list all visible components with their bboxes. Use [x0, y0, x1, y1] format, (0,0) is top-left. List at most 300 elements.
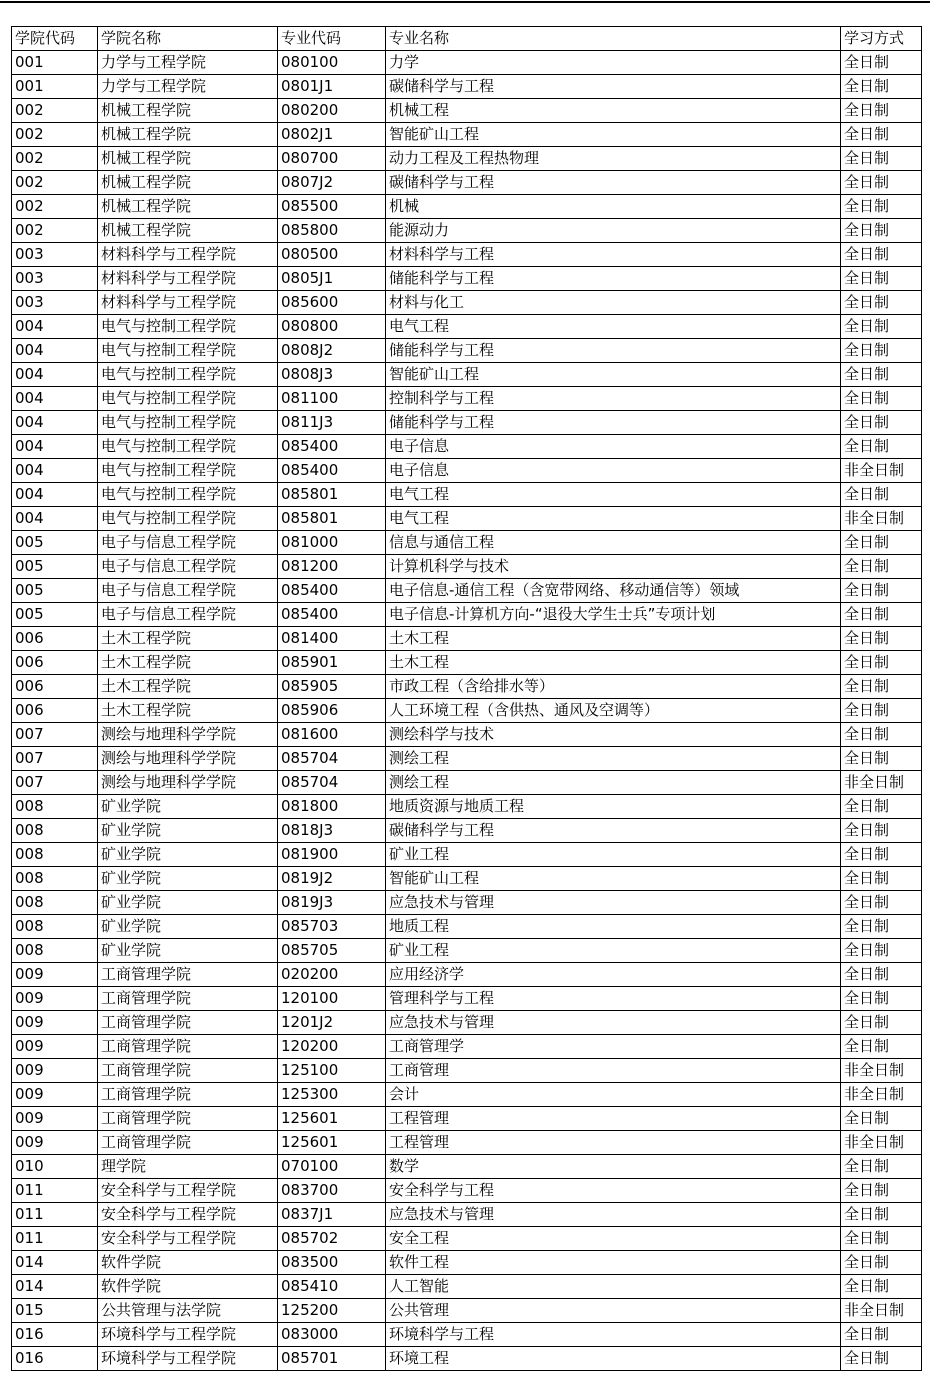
- college-code-cell: 011: [12, 1203, 98, 1227]
- college-code-cell: 003: [12, 243, 98, 267]
- major-name-cell: 环境科学与工程: [386, 1323, 841, 1347]
- college-name-cell: 公共管理与法学院: [98, 1299, 278, 1323]
- college-code-cell: 004: [12, 363, 98, 387]
- college-name-cell: 土木工程学院: [98, 675, 278, 699]
- college-code-cell: 014: [12, 1275, 98, 1299]
- college-code-cell: 005: [12, 555, 98, 579]
- study-mode-cell: 全日制: [841, 795, 922, 819]
- major-name-cell: 环境工程: [386, 1347, 841, 1371]
- table-row: [12, 723, 922, 747]
- college-code-cell: 004: [12, 435, 98, 459]
- major-code-cell: 085500: [278, 195, 386, 219]
- college-name-cell: 电气与控制工程学院: [98, 435, 278, 459]
- college-code-cell: 007: [12, 747, 98, 771]
- college-code-cell: 004: [12, 459, 98, 483]
- study-mode-cell: 全日制: [841, 51, 922, 75]
- major-name-cell: 储能科学与工程: [386, 339, 841, 363]
- college-code-cell: 008: [12, 843, 98, 867]
- study-mode-cell: 全日制: [841, 387, 922, 411]
- major-code-cell: 085906: [278, 699, 386, 723]
- college-name-cell: 材料科学与工程学院: [98, 291, 278, 315]
- table-row: [12, 651, 922, 675]
- major-code-cell: 1201J2: [278, 1011, 386, 1035]
- college-name-cell: 电气与控制工程学院: [98, 411, 278, 435]
- college-name-cell: 工商管理学院: [98, 987, 278, 1011]
- college-code-cell: 004: [12, 483, 98, 507]
- major-name-cell: 工商管理学: [386, 1035, 841, 1059]
- major-name-cell: 电气工程: [386, 483, 841, 507]
- college-code-cell: 009: [12, 1131, 98, 1155]
- study-mode-cell: 非全日制: [841, 1299, 922, 1323]
- college-code-cell: 004: [12, 411, 98, 435]
- college-name-cell: 工商管理学院: [98, 1107, 278, 1131]
- table-row: [12, 99, 922, 123]
- college-name-cell: 矿业学院: [98, 915, 278, 939]
- college-code-cell: 004: [12, 315, 98, 339]
- table-row: [12, 1107, 922, 1131]
- major-code-cell: 125601: [278, 1107, 386, 1131]
- college-code-cell: 008: [12, 867, 98, 891]
- major-name-cell: 智能矿山工程: [386, 363, 841, 387]
- major-name-cell: 测绘科学与技术: [386, 723, 841, 747]
- table-row: [12, 555, 922, 579]
- study-mode-cell: 全日制: [841, 219, 922, 243]
- study-mode-cell: 非全日制: [841, 507, 922, 531]
- college-code-cell: 002: [12, 171, 98, 195]
- major-code-cell: 080700: [278, 147, 386, 171]
- major-name-cell: 碳储科学与工程: [386, 819, 841, 843]
- major-code-cell: 085801: [278, 507, 386, 531]
- college-code-cell: 008: [12, 891, 98, 915]
- college-name-cell: 矿业学院: [98, 795, 278, 819]
- table-row: [12, 171, 922, 195]
- college-name-cell: 测绘与地理科学学院: [98, 747, 278, 771]
- study-mode-cell: 全日制: [841, 1011, 922, 1035]
- major-code-cell: 083000: [278, 1323, 386, 1347]
- major-code-cell: 081800: [278, 795, 386, 819]
- study-mode-cell: 全日制: [841, 1227, 922, 1251]
- major-name-cell: 测绘工程: [386, 747, 841, 771]
- table-row: [12, 507, 922, 531]
- college-code-cell: 014: [12, 1251, 98, 1275]
- major-code-cell: 085905: [278, 675, 386, 699]
- college-code-cell: 005: [12, 579, 98, 603]
- major-name-cell: 矿业工程: [386, 939, 841, 963]
- major-name-cell: 动力工程及工程热物理: [386, 147, 841, 171]
- college-code-cell: 002: [12, 195, 98, 219]
- college-name-cell: 安全科学与工程学院: [98, 1179, 278, 1203]
- major-name-cell: 公共管理: [386, 1299, 841, 1323]
- header-major-name: 专业名称: [386, 27, 841, 51]
- college-name-cell: 软件学院: [98, 1275, 278, 1299]
- study-mode-cell: 全日制: [841, 339, 922, 363]
- college-name-cell: 电气与控制工程学院: [98, 363, 278, 387]
- major-code-cell: 085901: [278, 651, 386, 675]
- major-name-cell: 工程管理: [386, 1107, 841, 1131]
- study-mode-cell: 全日制: [841, 651, 922, 675]
- college-code-cell: 008: [12, 795, 98, 819]
- table-row: [12, 891, 922, 915]
- college-code-cell: 001: [12, 75, 98, 99]
- study-mode-cell: 全日制: [841, 1035, 922, 1059]
- study-mode-cell: 全日制: [841, 435, 922, 459]
- major-code-cell: 070100: [278, 1155, 386, 1179]
- college-code-cell: 006: [12, 675, 98, 699]
- major-name-cell: 电气工程: [386, 315, 841, 339]
- college-code-cell: 007: [12, 771, 98, 795]
- table-row: [12, 1299, 922, 1323]
- college-name-cell: 电气与控制工程学院: [98, 459, 278, 483]
- study-mode-cell: 全日制: [841, 747, 922, 771]
- study-mode-cell: 全日制: [841, 315, 922, 339]
- college-name-cell: 矿业学院: [98, 819, 278, 843]
- major-name-cell: 电子信息: [386, 435, 841, 459]
- college-name-cell: 理学院: [98, 1155, 278, 1179]
- major-name-cell: 储能科学与工程: [386, 411, 841, 435]
- college-name-cell: 电气与控制工程学院: [98, 483, 278, 507]
- table-row: [12, 843, 922, 867]
- major-name-cell: 会计: [386, 1083, 841, 1107]
- major-code-cell: 081000: [278, 531, 386, 555]
- table-row: [12, 867, 922, 891]
- major-name-cell: 电子信息: [386, 459, 841, 483]
- college-name-cell: 矿业学院: [98, 939, 278, 963]
- college-code-cell: 009: [12, 1035, 98, 1059]
- table-row: [12, 291, 922, 315]
- study-mode-cell: 非全日制: [841, 459, 922, 483]
- study-mode-cell: 全日制: [841, 1155, 922, 1179]
- major-code-cell: 081900: [278, 843, 386, 867]
- study-mode-cell: 全日制: [841, 291, 922, 315]
- program-table: [11, 26, 922, 1371]
- college-name-cell: 电子与信息工程学院: [98, 555, 278, 579]
- major-name-cell: 控制科学与工程: [386, 387, 841, 411]
- major-code-cell: 0808J3: [278, 363, 386, 387]
- study-mode-cell: 非全日制: [841, 1131, 922, 1155]
- study-mode-cell: 非全日制: [841, 1059, 922, 1083]
- major-name-cell: 能源动力: [386, 219, 841, 243]
- college-code-cell: 008: [12, 939, 98, 963]
- header-college-code: 学院代码: [12, 27, 98, 51]
- college-name-cell: 电气与控制工程学院: [98, 315, 278, 339]
- college-code-cell: 015: [12, 1299, 98, 1323]
- study-mode-cell: 全日制: [841, 867, 922, 891]
- major-code-cell: 081600: [278, 723, 386, 747]
- study-mode-cell: 全日制: [841, 1347, 922, 1371]
- major-code-cell: 085400: [278, 579, 386, 603]
- study-mode-cell: 全日制: [841, 267, 922, 291]
- college-code-cell: 002: [12, 123, 98, 147]
- study-mode-cell: 全日制: [841, 1251, 922, 1275]
- major-name-cell: 测绘工程: [386, 771, 841, 795]
- college-code-cell: 003: [12, 267, 98, 291]
- study-mode-cell: 全日制: [841, 411, 922, 435]
- major-code-cell: 0811J3: [278, 411, 386, 435]
- major-name-cell: 信息与通信工程: [386, 531, 841, 555]
- study-mode-cell: 全日制: [841, 1323, 922, 1347]
- college-code-cell: 009: [12, 1011, 98, 1035]
- college-name-cell: 机械工程学院: [98, 147, 278, 171]
- table-row: [12, 51, 922, 75]
- table-row: [12, 747, 922, 771]
- major-name-cell: 应急技术与管理: [386, 1203, 841, 1227]
- study-mode-cell: 全日制: [841, 963, 922, 987]
- major-name-cell: 矿业工程: [386, 843, 841, 867]
- college-code-cell: 008: [12, 819, 98, 843]
- table-row: [12, 963, 922, 987]
- table-row: [12, 1323, 922, 1347]
- table-row: [12, 411, 922, 435]
- college-code-cell: 009: [12, 987, 98, 1011]
- major-name-cell: 力学: [386, 51, 841, 75]
- college-name-cell: 工商管理学院: [98, 1059, 278, 1083]
- table-row: [12, 435, 922, 459]
- major-name-cell: 储能科学与工程: [386, 267, 841, 291]
- major-name-cell: 碳储科学与工程: [386, 75, 841, 99]
- major-code-cell: 085801: [278, 483, 386, 507]
- table-row: [12, 603, 922, 627]
- major-code-cell: 0819J3: [278, 891, 386, 915]
- major-code-cell: 120200: [278, 1035, 386, 1059]
- college-code-cell: 003: [12, 291, 98, 315]
- college-name-cell: 安全科学与工程学院: [98, 1203, 278, 1227]
- college-name-cell: 环境科学与工程学院: [98, 1323, 278, 1347]
- header-study-mode: 学习方式: [841, 27, 922, 51]
- major-name-cell: 应用经济学: [386, 963, 841, 987]
- study-mode-cell: 全日制: [841, 363, 922, 387]
- study-mode-cell: 全日制: [841, 723, 922, 747]
- major-code-cell: 125300: [278, 1083, 386, 1107]
- study-mode-cell: 全日制: [841, 1179, 922, 1203]
- college-code-cell: 006: [12, 627, 98, 651]
- table-row: [12, 1203, 922, 1227]
- major-name-cell: 材料与化工: [386, 291, 841, 315]
- major-name-cell: 工商管理: [386, 1059, 841, 1083]
- table-row: [12, 363, 922, 387]
- major-code-cell: 125601: [278, 1131, 386, 1155]
- table-row: [12, 771, 922, 795]
- study-mode-cell: 全日制: [841, 675, 922, 699]
- college-name-cell: 电气与控制工程学院: [98, 387, 278, 411]
- college-name-cell: 安全科学与工程学院: [98, 1227, 278, 1251]
- table-row: [12, 315, 922, 339]
- table-row: [12, 579, 922, 603]
- college-name-cell: 机械工程学院: [98, 123, 278, 147]
- major-name-cell: 数学: [386, 1155, 841, 1179]
- table-row: [12, 1155, 922, 1179]
- major-name-cell: 智能矿山工程: [386, 867, 841, 891]
- major-name-cell: 应急技术与管理: [386, 891, 841, 915]
- major-name-cell: 电气工程: [386, 507, 841, 531]
- study-mode-cell: 全日制: [841, 915, 922, 939]
- college-name-cell: 工商管理学院: [98, 1011, 278, 1035]
- college-name-cell: 机械工程学院: [98, 195, 278, 219]
- table-row: [12, 939, 922, 963]
- major-code-cell: 085410: [278, 1275, 386, 1299]
- major-name-cell: 软件工程: [386, 1251, 841, 1275]
- major-code-cell: 085400: [278, 603, 386, 627]
- study-mode-cell: 全日制: [841, 99, 922, 123]
- study-mode-cell: 非全日制: [841, 771, 922, 795]
- study-mode-cell: 全日制: [841, 555, 922, 579]
- header-major-code: 专业代码: [278, 27, 386, 51]
- major-code-cell: 083500: [278, 1251, 386, 1275]
- college-name-cell: 工商管理学院: [98, 963, 278, 987]
- college-name-cell: 电子与信息工程学院: [98, 579, 278, 603]
- table-row: [12, 1179, 922, 1203]
- major-code-cell: 0818J3: [278, 819, 386, 843]
- top-divider-line: [0, 1, 930, 3]
- college-name-cell: 工商管理学院: [98, 1131, 278, 1155]
- major-code-cell: 085400: [278, 435, 386, 459]
- table-row: [12, 699, 922, 723]
- college-name-cell: 矿业学院: [98, 843, 278, 867]
- major-code-cell: 080500: [278, 243, 386, 267]
- study-mode-cell: 全日制: [841, 243, 922, 267]
- study-mode-cell: 全日制: [841, 939, 922, 963]
- table-row: [12, 1131, 922, 1155]
- major-code-cell: 081400: [278, 627, 386, 651]
- college-code-cell: 010: [12, 1155, 98, 1179]
- table-row: [12, 987, 922, 1011]
- college-name-cell: 材料科学与工程学院: [98, 267, 278, 291]
- college-code-cell: 001: [12, 51, 98, 75]
- college-code-cell: 011: [12, 1227, 98, 1251]
- major-code-cell: 085704: [278, 771, 386, 795]
- college-name-cell: 材料科学与工程学院: [98, 243, 278, 267]
- study-mode-cell: 全日制: [841, 819, 922, 843]
- table-row: [12, 627, 922, 651]
- major-name-cell: 工程管理: [386, 1131, 841, 1155]
- college-name-cell: 电气与控制工程学院: [98, 339, 278, 363]
- major-code-cell: 0837J1: [278, 1203, 386, 1227]
- table-row: [12, 1347, 922, 1371]
- college-name-cell: 电子与信息工程学院: [98, 531, 278, 555]
- college-code-cell: 007: [12, 723, 98, 747]
- table-row: [12, 1083, 922, 1107]
- table-row: [12, 675, 922, 699]
- college-code-cell: 005: [12, 603, 98, 627]
- major-code-cell: 081100: [278, 387, 386, 411]
- college-name-cell: 测绘与地理科学学院: [98, 723, 278, 747]
- study-mode-cell: 非全日制: [841, 1083, 922, 1107]
- major-code-cell: 085702: [278, 1227, 386, 1251]
- table-body: [12, 51, 922, 1371]
- table-row: [12, 915, 922, 939]
- table-header-row: [12, 27, 922, 51]
- major-name-cell: 地质资源与地质工程: [386, 795, 841, 819]
- table-row: [12, 339, 922, 363]
- college-name-cell: 土木工程学院: [98, 627, 278, 651]
- college-code-cell: 009: [12, 1083, 98, 1107]
- college-code-cell: 011: [12, 1179, 98, 1203]
- table-row: [12, 1011, 922, 1035]
- major-name-cell: 市政工程（含给排水等）: [386, 675, 841, 699]
- table-row: [12, 147, 922, 171]
- college-code-cell: 004: [12, 507, 98, 531]
- college-name-cell: 矿业学院: [98, 867, 278, 891]
- table-row: [12, 483, 922, 507]
- study-mode-cell: 全日制: [841, 579, 922, 603]
- major-name-cell: 材料科学与工程: [386, 243, 841, 267]
- major-name-cell: 碳储科学与工程: [386, 171, 841, 195]
- study-mode-cell: 全日制: [841, 483, 922, 507]
- study-mode-cell: 全日制: [841, 603, 922, 627]
- major-name-cell: 土木工程: [386, 651, 841, 675]
- major-code-cell: 085703: [278, 915, 386, 939]
- major-code-cell: 080100: [278, 51, 386, 75]
- college-name-cell: 力学与工程学院: [98, 75, 278, 99]
- major-code-cell: 085800: [278, 219, 386, 243]
- college-code-cell: 002: [12, 219, 98, 243]
- college-code-cell: 006: [12, 651, 98, 675]
- major-code-cell: 083700: [278, 1179, 386, 1203]
- college-name-cell: 测绘与地理科学学院: [98, 771, 278, 795]
- major-code-cell: 085701: [278, 1347, 386, 1371]
- header-college-name: 学院名称: [98, 27, 278, 51]
- college-code-cell: 004: [12, 387, 98, 411]
- study-mode-cell: 全日制: [841, 123, 922, 147]
- study-mode-cell: 全日制: [841, 171, 922, 195]
- major-name-cell: 智能矿山工程: [386, 123, 841, 147]
- table-row: [12, 123, 922, 147]
- major-code-cell: 0819J2: [278, 867, 386, 891]
- table-row: [12, 219, 922, 243]
- college-name-cell: 矿业学院: [98, 891, 278, 915]
- study-mode-cell: 全日制: [841, 891, 922, 915]
- major-code-cell: 080800: [278, 315, 386, 339]
- major-code-cell: 085600: [278, 291, 386, 315]
- major-code-cell: 0801J1: [278, 75, 386, 99]
- study-mode-cell: 全日制: [841, 627, 922, 651]
- major-code-cell: 0802J1: [278, 123, 386, 147]
- major-name-cell: 电子信息-计算机方向-“退役大学生士兵”专项计划: [386, 603, 841, 627]
- table-row: [12, 531, 922, 555]
- table-row: [12, 795, 922, 819]
- table-row: [12, 387, 922, 411]
- college-name-cell: 土木工程学院: [98, 699, 278, 723]
- table-row: [12, 1035, 922, 1059]
- table-row: [12, 243, 922, 267]
- college-code-cell: 002: [12, 147, 98, 171]
- college-code-cell: 016: [12, 1323, 98, 1347]
- major-name-cell: 安全工程: [386, 1227, 841, 1251]
- table-row: [12, 459, 922, 483]
- major-code-cell: 120100: [278, 987, 386, 1011]
- major-code-cell: 125100: [278, 1059, 386, 1083]
- college-name-cell: 机械工程学院: [98, 171, 278, 195]
- table-row: [12, 1059, 922, 1083]
- college-code-cell: 004: [12, 339, 98, 363]
- major-name-cell: 电子信息-通信工程（含宽带网络、移动通信等）领域: [386, 579, 841, 603]
- study-mode-cell: 全日制: [841, 531, 922, 555]
- study-mode-cell: 全日制: [841, 147, 922, 171]
- major-name-cell: 安全科学与工程: [386, 1179, 841, 1203]
- major-name-cell: 机械: [386, 195, 841, 219]
- college-code-cell: 006: [12, 699, 98, 723]
- major-code-cell: 081200: [278, 555, 386, 579]
- table-row: [12, 195, 922, 219]
- major-code-cell: 020200: [278, 963, 386, 987]
- college-name-cell: 机械工程学院: [98, 99, 278, 123]
- study-mode-cell: 全日制: [841, 1203, 922, 1227]
- major-name-cell: 人工智能: [386, 1275, 841, 1299]
- college-name-cell: 工商管理学院: [98, 1083, 278, 1107]
- college-code-cell: 009: [12, 1107, 98, 1131]
- college-code-cell: 008: [12, 915, 98, 939]
- college-name-cell: 力学与工程学院: [98, 51, 278, 75]
- major-code-cell: 085705: [278, 939, 386, 963]
